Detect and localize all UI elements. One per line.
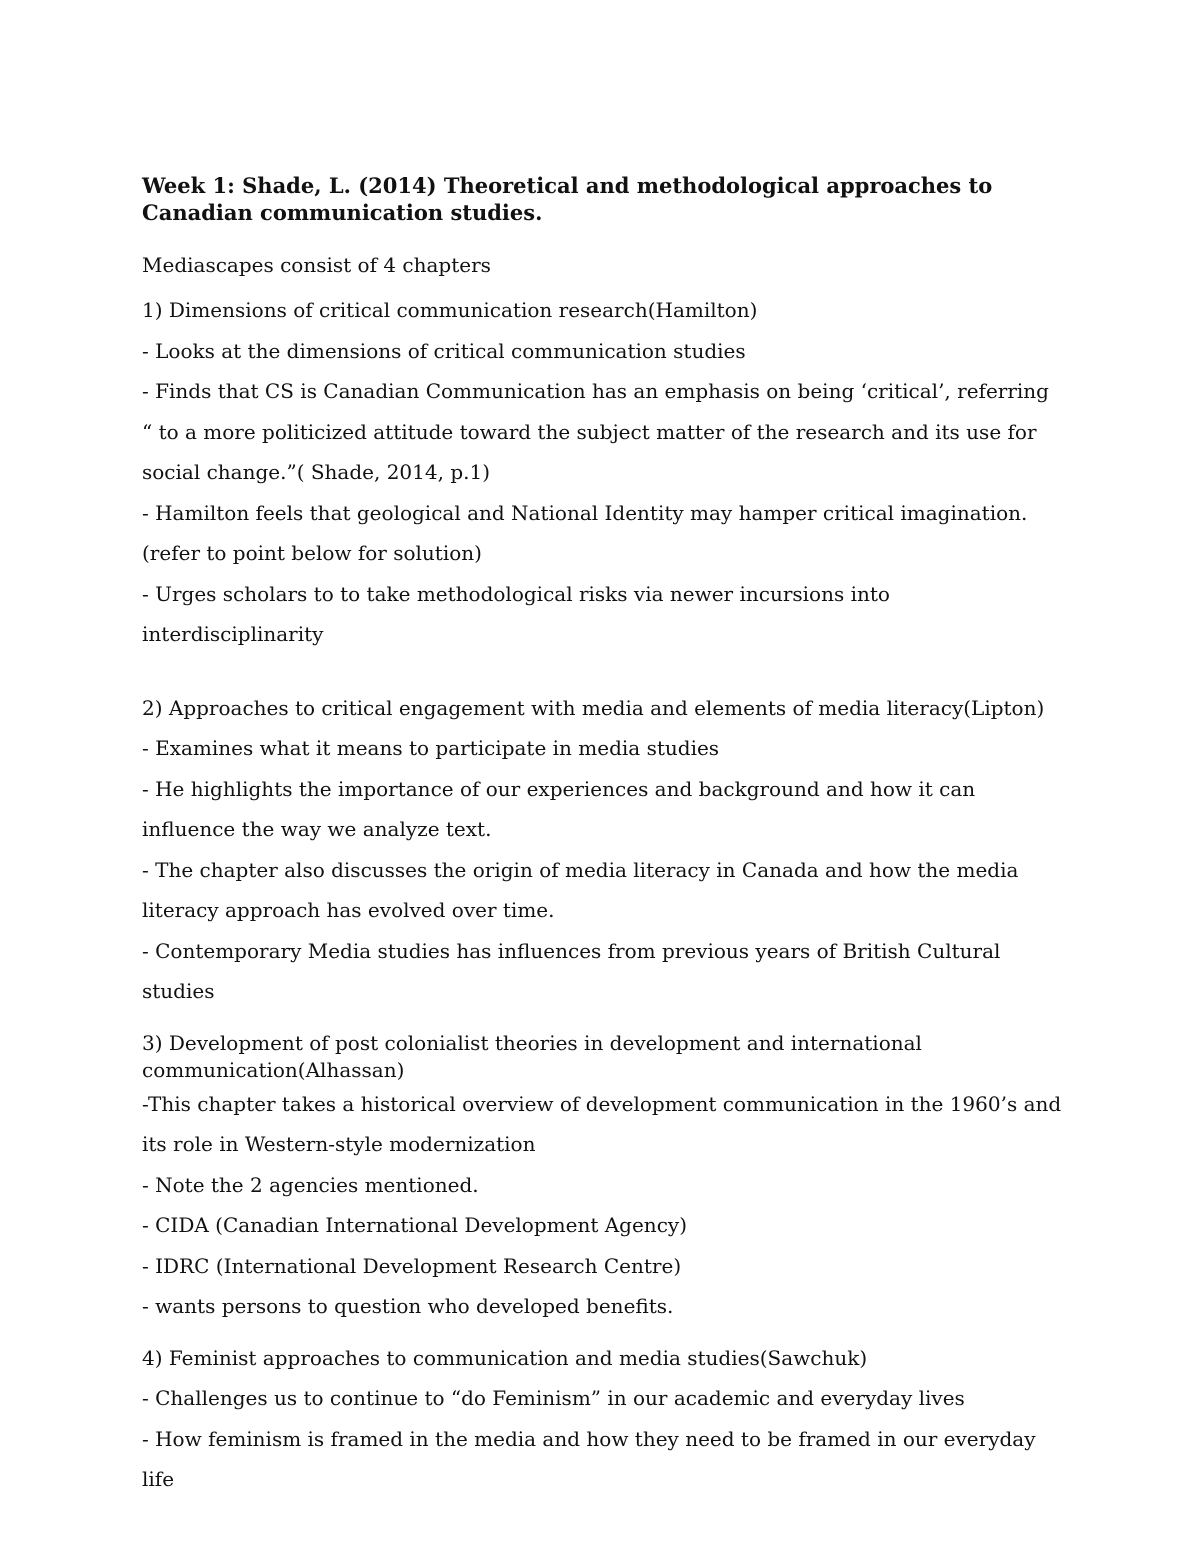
chapter-3-point: -This chapter takes a historical overview of development communication in the 1960’s and its role in Western-style modernization [142,1091,1062,1156]
chapter-4-point: - Challenges us to continue to “do Feminism” in our academic and everyday lives [142,1386,965,1410]
document-title: Week 1: Shade, L. (2014) Theoretical and methodological approaches to Canadian communication studies. [142,173,993,225]
intro-line: Mediascapes consist of 4 chapters [142,253,491,277]
chapter-3-section [142,1030,1062,1327]
chapter-2-heading: 2) Approaches to critical engagement with media and elements of media literacy(Lipton) [142,695,1045,720]
chapter-2-point: - He highlights the importance of our experiences and background and how it can influence the way we analyze text. [142,776,976,841]
chapter-3-heading: 3) Development of post colonialist theories in development and international communication(Alhassan) [142,1030,922,1082]
chapter-1-point: - Hamilton feels that geological and National Identity may hamper critical imagination. (refer to point below for solution) [142,500,1028,565]
chapter-1-point: - Looks at the dimensions of critical communication studies [142,338,746,363]
chapter-3-point: - wants persons to question who developed benefits. [142,1294,674,1318]
chapter-1-section [142,290,1062,655]
chapter-4-section [142,1338,1062,1500]
chapter-1-point: - Urges scholars to to take methodological risks via newer incursions into interdisciplinarity [142,581,890,646]
chapter-4-point: - How feminism is framed in the media and how they need to be framed in our everyday life [142,1426,1036,1491]
chapter-1-heading: 1) Dimensions of critical communication research(Hamilton) [142,298,758,322]
chapter-2-section [142,688,1062,1012]
chapter-2-point: - Contemporary Media studies has influences from previous years of British Cultural studies [142,938,1001,1003]
chapter-4-heading: 4) Feminist approaches to communication and media studies(Sawchuk) [142,1345,868,1370]
chapter-3-point: - Note the 2 agencies mentioned. [142,1172,479,1197]
chapter-2-point: - Examines what it means to participate in media studies [142,736,720,760]
chapter-1-point: - Finds that CS is Canadian Communication has an emphasis on being ‘critical’, referring “ to a more politicized attitude toward the subject matter of the research and its use for social change.”( Shade, 2014, p.1) [142,379,1049,484]
document-page [142,172,1062,1500]
chapter-3-point: - CIDA (Canadian International Development Agency) [142,1213,687,1237]
chapter-2-point: - The chapter also discusses the origin of media literacy in Canada and how the media literacy approach has evolved over time. [142,857,1019,922]
chapter-3-point: - IDRC (International Development Research Centre) [142,1253,682,1278]
